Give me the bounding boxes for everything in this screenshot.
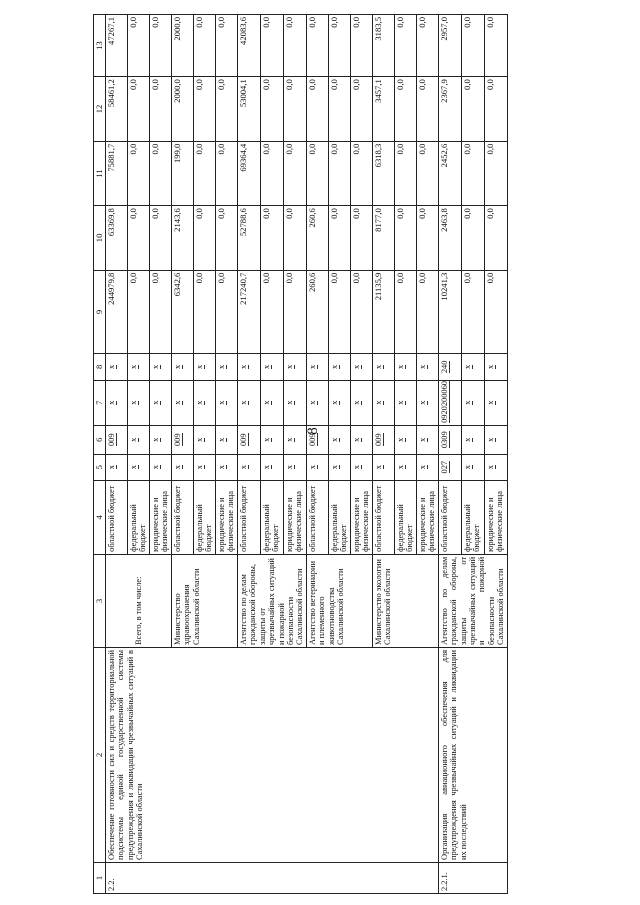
- value-cell: 0,0: [283, 141, 306, 205]
- value-cell: 0,0: [484, 270, 507, 354]
- code-cell: [106, 354, 128, 380]
- code-value: x: [351, 465, 361, 470]
- value-cell: 0,0: [484, 206, 507, 270]
- value-cell: 53004,1: [238, 77, 261, 141]
- header-cell: 4: [94, 480, 106, 554]
- code-value: x: [284, 364, 294, 369]
- funding-source-cell: юридические и физические лица: [283, 480, 306, 554]
- value-cell: 0,0: [350, 270, 372, 354]
- value-cell: 217240,7: [238, 270, 261, 354]
- code-cell: [194, 454, 216, 480]
- code-cell: [128, 425, 150, 454]
- code-value: x: [129, 364, 138, 369]
- code-value: x: [417, 364, 427, 369]
- code-value: 027: [439, 460, 449, 474]
- value-cell: 0,0: [283, 77, 306, 141]
- budget-table: [93, 14, 508, 894]
- code-cell: [260, 425, 283, 454]
- rotated-table-wrapper: [93, 14, 506, 894]
- value-cell: 58461,2: [106, 77, 128, 141]
- funding-source-cell: юридические и физические лица: [150, 480, 172, 554]
- code-value: x: [284, 465, 294, 470]
- code-value: x: [129, 465, 138, 470]
- code-value: x: [307, 400, 317, 405]
- value-cell: 0,0: [194, 270, 216, 354]
- value-cell: 0,0: [260, 141, 283, 205]
- value-cell: 0,0: [306, 15, 328, 77]
- value-cell: 6318,3: [372, 141, 394, 205]
- value-cell: 0,0: [216, 141, 238, 205]
- code-cell: [150, 354, 172, 380]
- value-cell: 0,0: [416, 15, 438, 77]
- code-cell: [216, 454, 238, 480]
- code-cell: [394, 354, 416, 380]
- code-cell: [416, 425, 438, 454]
- header-cell: 1: [94, 862, 106, 893]
- value-cell: 0,0: [394, 15, 416, 77]
- funding-source-cell: федеральный бюджет: [260, 480, 283, 554]
- value-cell: 0,0: [128, 270, 150, 354]
- code-value: x: [351, 400, 361, 405]
- value-cell: 0,0: [283, 15, 306, 77]
- code-value: x: [261, 364, 271, 369]
- code-cell: [438, 380, 461, 425]
- code-value: x: [351, 364, 361, 369]
- code-cell: [283, 380, 306, 425]
- funding-source-cell: областной бюджет: [372, 480, 394, 554]
- value-cell: 47267,1: [106, 15, 128, 77]
- code-value: x: [129, 437, 138, 442]
- header-cell: 10: [94, 206, 106, 270]
- funding-source-cell: федеральный бюджет: [128, 480, 150, 554]
- value-cell: 260,6: [306, 206, 328, 270]
- code-value: x: [462, 465, 472, 470]
- code-cell: [306, 454, 328, 480]
- code-value: x: [195, 437, 204, 442]
- code-cell: [416, 454, 438, 480]
- funding-source-cell: юридические и физические лица: [416, 480, 438, 554]
- code-cell: [394, 454, 416, 480]
- value-cell: 0,0: [306, 77, 328, 141]
- code-value: 009: [307, 433, 317, 446]
- value-cell: 2143,6: [172, 206, 194, 270]
- header-cell: 12: [94, 77, 106, 141]
- code-cell: [106, 454, 128, 480]
- code-value: x: [307, 364, 317, 369]
- code-value: x: [195, 364, 204, 369]
- header-cell: 2: [94, 647, 106, 862]
- code-cell: [238, 425, 261, 454]
- value-cell: 0,0: [484, 141, 507, 205]
- code-cell: [283, 354, 306, 380]
- code-value: x: [151, 400, 160, 405]
- value-cell: 0,0: [150, 15, 172, 77]
- code-cell: [484, 354, 507, 380]
- value-cell: 0,0: [461, 206, 484, 270]
- code-value: x: [107, 400, 116, 405]
- code-value: x: [395, 364, 405, 369]
- code-value: 0309: [439, 431, 449, 449]
- value-cell: 3183,5: [372, 15, 394, 77]
- code-cell: [372, 425, 394, 454]
- value-cell: 0,0: [128, 15, 150, 77]
- value-cell: 0,0: [484, 77, 507, 141]
- value-cell: 0,0: [260, 270, 283, 354]
- code-cell: [350, 380, 372, 425]
- code-cell: [461, 454, 484, 480]
- value-cell: 0,0: [216, 270, 238, 354]
- code-cell: [216, 354, 238, 380]
- code-value: x: [485, 437, 495, 442]
- value-cell: 8177,0: [372, 206, 394, 270]
- executor-cell: Министерство экологии Сахалинской области: [372, 554, 438, 647]
- code-cell: [216, 425, 238, 454]
- value-cell: 0,0: [328, 206, 350, 270]
- code-value: x: [151, 364, 160, 369]
- code-cell: [438, 354, 461, 380]
- code-cell: [484, 425, 507, 454]
- funding-source-cell: областной бюджет: [438, 480, 461, 554]
- value-cell: 2957,0: [438, 15, 461, 77]
- code-cell: [283, 425, 306, 454]
- code-cell: [216, 380, 238, 425]
- value-cell: 0,0: [328, 15, 350, 77]
- code-cell: [260, 454, 283, 480]
- value-cell: 0,0: [394, 270, 416, 354]
- code-cell: [416, 380, 438, 425]
- executor-cell: Агентство по делам гражданской обороны, защиты от чрезвычайных ситуаций и пожарной безопасности Сахалинской области: [238, 554, 307, 647]
- code-cell: [150, 380, 172, 425]
- code-value: x: [462, 437, 472, 442]
- code-cell: [350, 425, 372, 454]
- code-cell: [372, 454, 394, 480]
- code-value: x: [107, 465, 116, 470]
- value-cell: 0,0: [350, 15, 372, 77]
- value-cell: 69364,4: [238, 141, 261, 205]
- code-value: x: [173, 400, 182, 405]
- value-cell: 52788,6: [238, 206, 261, 270]
- value-cell: 0,0: [416, 270, 438, 354]
- code-value: x: [284, 400, 294, 405]
- code-cell: [106, 425, 128, 454]
- value-cell: 0,0: [461, 77, 484, 141]
- code-cell: [438, 454, 461, 480]
- value-cell: 0,0: [150, 206, 172, 270]
- code-cell: [461, 425, 484, 454]
- value-cell: 2000,0: [172, 15, 194, 77]
- code-cell: [150, 425, 172, 454]
- value-cell: 0,0: [128, 141, 150, 205]
- value-cell: 0,0: [461, 141, 484, 205]
- code-cell: [484, 380, 507, 425]
- code-value: x: [217, 400, 226, 405]
- code-cell: [306, 380, 328, 425]
- code-value: 009: [373, 433, 383, 446]
- code-cell: [350, 454, 372, 480]
- code-value: x: [195, 400, 204, 405]
- value-cell: 0,0: [350, 141, 372, 205]
- value-cell: 199,0: [172, 141, 194, 205]
- funding-source-cell: федеральный бюджет: [328, 480, 350, 554]
- value-cell: 42083,6: [238, 15, 261, 77]
- code-cell: [461, 380, 484, 425]
- code-cell: [306, 354, 328, 380]
- value-cell: 0,0: [260, 15, 283, 77]
- value-cell: 0,0: [194, 15, 216, 77]
- code-value: x: [417, 400, 427, 405]
- value-cell: 0,0: [194, 206, 216, 270]
- value-cell: 0,0: [150, 141, 172, 205]
- value-cell: 0,0: [328, 270, 350, 354]
- value-cell: 0,0: [283, 270, 306, 354]
- funding-source-cell: юридические и физические лица: [350, 480, 372, 554]
- code-cell: [484, 454, 507, 480]
- value-cell: 75881,7: [106, 141, 128, 205]
- code-cell: [283, 454, 306, 480]
- code-cell: [260, 354, 283, 380]
- code-value: x: [261, 465, 271, 470]
- value-cell: 0,0: [260, 206, 283, 270]
- code-cell: [106, 380, 128, 425]
- code-cell: [172, 380, 194, 425]
- code-value: x: [373, 465, 383, 470]
- funding-source-cell: областной бюджет: [238, 480, 261, 554]
- value-cell: 0,0: [128, 77, 150, 141]
- code-value: 009: [173, 433, 182, 446]
- code-value: x: [107, 364, 116, 369]
- funding-source-cell: областной бюджет: [172, 480, 194, 554]
- code-cell: [328, 425, 350, 454]
- code-value: x: [217, 465, 226, 470]
- value-cell: 0,0: [216, 77, 238, 141]
- code-value: x: [395, 465, 405, 470]
- code-value: x: [307, 465, 317, 470]
- code-cell: [238, 454, 261, 480]
- code-value: x: [329, 437, 339, 442]
- code-value: x: [173, 364, 182, 369]
- code-cell: [128, 454, 150, 480]
- funding-source-cell: юридические и физические лица: [484, 480, 507, 554]
- header-cell: 5: [94, 454, 106, 480]
- value-cell: 2000,0: [172, 77, 194, 141]
- value-cell: 0,0: [328, 141, 350, 205]
- code-value: x: [329, 400, 339, 405]
- header-cell: 9: [94, 270, 106, 354]
- code-cell: [172, 454, 194, 480]
- value-cell: 6342,6: [172, 270, 194, 354]
- value-cell: 21135,9: [372, 270, 394, 354]
- value-cell: 0,0: [350, 77, 372, 141]
- table-row: [106, 15, 128, 894]
- value-cell: 0,0: [394, 206, 416, 270]
- funding-source-cell: областной бюджет: [106, 480, 128, 554]
- value-cell: 0,0: [216, 15, 238, 77]
- code-value: 0920200060: [439, 381, 449, 423]
- value-cell: 2463,8: [438, 206, 461, 270]
- value-cell: 0,0: [150, 270, 172, 354]
- code-cell: [461, 354, 484, 380]
- table-sheet: [93, 14, 506, 894]
- code-value: x: [239, 364, 248, 369]
- code-value: x: [329, 364, 339, 369]
- value-cell: 0,0: [128, 206, 150, 270]
- code-value: x: [151, 437, 160, 442]
- code-value: x: [462, 364, 472, 369]
- funding-source-cell: федеральный бюджет: [394, 480, 416, 554]
- code-value: x: [261, 437, 271, 442]
- code-value: 240: [439, 360, 449, 374]
- funding-source-cell: федеральный бюджет: [461, 480, 484, 554]
- code-value: x: [217, 437, 226, 442]
- code-value: x: [329, 465, 339, 470]
- code-value: x: [239, 400, 248, 405]
- code-value: x: [373, 400, 383, 405]
- funding-source-cell: федеральный бюджет: [194, 480, 216, 554]
- code-cell: [416, 354, 438, 380]
- code-value: x: [417, 437, 427, 442]
- value-cell: 0,0: [394, 77, 416, 141]
- subsection-number: 2.2.1.: [438, 862, 507, 893]
- code-cell: [394, 425, 416, 454]
- value-cell: 0,0: [194, 77, 216, 141]
- value-cell: 0,0: [150, 77, 172, 141]
- code-cell: [128, 380, 150, 425]
- code-cell: [150, 454, 172, 480]
- value-cell: 10241,3: [438, 270, 461, 354]
- value-cell: 2367,9: [438, 77, 461, 141]
- code-cell: [328, 380, 350, 425]
- header-cell: 11: [94, 141, 106, 205]
- value-cell: 0,0: [394, 141, 416, 205]
- value-cell: 0,0: [216, 206, 238, 270]
- code-cell: [128, 354, 150, 380]
- executor-cell: Министерство здравоохранения Сахалинской области: [172, 554, 238, 647]
- executor-cell: Всего, в том числе:: [106, 554, 172, 647]
- code-value: x: [373, 364, 383, 369]
- header-row: [94, 15, 106, 894]
- code-cell: [194, 425, 216, 454]
- code-cell: [372, 380, 394, 425]
- code-value: x: [261, 400, 271, 405]
- header-cell: 8: [94, 354, 106, 380]
- section-name: Обеспечение готовности сил и средств территориальной подсистемы единой государственной системы предупреждения и ликвидации чрезвычайных ситуаций в Сахалинской области: [106, 647, 439, 862]
- value-cell: 3457,1: [372, 77, 394, 141]
- code-cell: [172, 354, 194, 380]
- code-cell: [238, 354, 261, 380]
- code-cell: [172, 425, 194, 454]
- value-cell: 0,0: [350, 206, 372, 270]
- code-value: x: [395, 437, 405, 442]
- value-cell: 0,0: [461, 270, 484, 354]
- code-value: x: [217, 364, 226, 369]
- table-row: [438, 15, 461, 894]
- header-cell: 13: [94, 15, 106, 77]
- code-value: x: [351, 437, 361, 442]
- code-cell: [238, 380, 261, 425]
- code-value: x: [173, 465, 182, 470]
- section-number: 2.2.: [106, 862, 439, 893]
- value-cell: 0,0: [416, 141, 438, 205]
- code-value: x: [485, 364, 495, 369]
- code-value: 009: [107, 433, 116, 446]
- code-value: x: [485, 400, 495, 405]
- value-cell: 63369,8: [106, 206, 128, 270]
- page-number: 8: [304, 427, 321, 435]
- value-cell: 0,0: [416, 206, 438, 270]
- value-cell: 0,0: [461, 15, 484, 77]
- code-cell: [194, 354, 216, 380]
- code-cell: [394, 380, 416, 425]
- funding-source-cell: юридические и физические лица: [216, 480, 238, 554]
- code-value: 009: [239, 433, 248, 446]
- code-value: x: [239, 465, 248, 470]
- value-cell: 260,6: [306, 270, 328, 354]
- code-cell: [372, 354, 394, 380]
- value-cell: 2452,6: [438, 141, 461, 205]
- header-cell: 7: [94, 380, 106, 425]
- value-cell: 244979,8: [106, 270, 128, 354]
- code-value: x: [284, 437, 294, 442]
- code-value: x: [485, 465, 495, 470]
- code-value: x: [462, 400, 472, 405]
- code-cell: [350, 354, 372, 380]
- code-value: x: [129, 400, 138, 405]
- header-cell: 6: [94, 425, 106, 454]
- value-cell: 0,0: [260, 77, 283, 141]
- code-cell: [328, 454, 350, 480]
- executor-cell: Агентство по делам гражданской обороны, защиты от чрезвычайных ситуаций и пожарной безопасности Сахалинской области: [438, 554, 507, 647]
- value-cell: 0,0: [328, 77, 350, 141]
- value-cell: 0,0: [194, 141, 216, 205]
- code-cell: [194, 380, 216, 425]
- executor-cell: Агентство ветеринарии и племенного животноводства Сахалинской области: [306, 554, 372, 647]
- code-cell: [306, 425, 328, 454]
- subsection-name: Организация авиационного обеспечения для предупреждения чрезвычайных ситуаций и ликвидации их последствий: [438, 647, 507, 862]
- value-cell: 0,0: [283, 206, 306, 270]
- code-value: x: [395, 400, 405, 405]
- code-cell: [438, 425, 461, 454]
- value-cell: 0,0: [416, 77, 438, 141]
- header-cell: 3: [94, 554, 106, 647]
- value-cell: 0,0: [306, 141, 328, 205]
- code-value: x: [417, 465, 427, 470]
- code-cell: [328, 354, 350, 380]
- code-value: x: [195, 465, 204, 470]
- code-cell: [260, 380, 283, 425]
- code-value: x: [151, 465, 160, 470]
- funding-source-cell: областной бюджет: [306, 480, 328, 554]
- value-cell: 0,0: [484, 15, 507, 77]
